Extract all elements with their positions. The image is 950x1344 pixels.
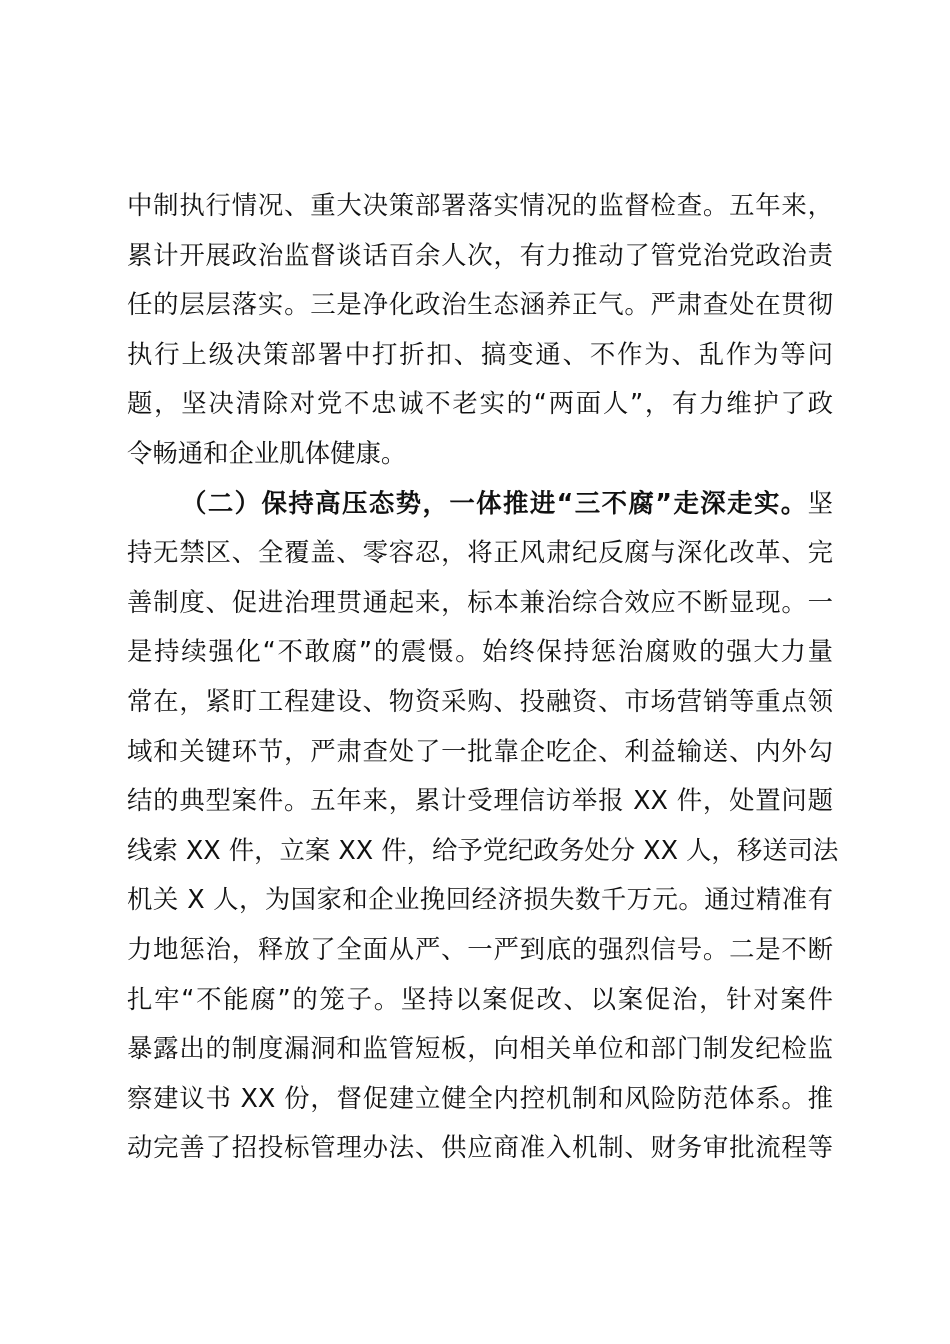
text-line: 线索 XX 件，立案 XX 件，给予党纪政务处分 XX 人，移送司法 [127, 834, 839, 865]
text-line: 善制度、促进治理贯通起来，标本兼治综合效应不断显现。一 [127, 586, 833, 617]
text-line: 持无禁区、全覆盖、零容忍，将正风肃纪反腐与深化改革、完 [127, 537, 833, 568]
text-line: 题，坚决清除对党不忠诚不老实的“两面人”，有力维护了政 [127, 388, 833, 419]
paragraph-2 [127, 481, 839, 1175]
text-line: 机关 X 人，为国家和企业挽回经济损失数千万元。通过精准有 [127, 884, 833, 915]
text-line: 任的层层落实。三是净化政治生态涵养正气。严肃查处在贯彻 [127, 289, 833, 320]
text-line: 常在，紧盯工程建设、物资采购、投融资、市场营销等重点领 [127, 685, 833, 716]
text-line: 力地惩治，释放了全面从严、一严到底的强烈信号。二是不断 [127, 933, 833, 964]
text-line: 令畅通和企业肌体健康。 [127, 437, 407, 468]
text-line: 动完善了招投标管理办法、供应商准入机制、财务审批流程等 [127, 1132, 833, 1163]
text-line: 中制执行情况、重大决策部署落实情况的监督检查。五年来， [127, 190, 833, 220]
text-line: 扎牢“不能腐”的笼子。坚持以案促改、以案促治，针对案件 [127, 983, 833, 1014]
text-line: 暴露出的制度漏洞和监管短板，向相关单位和部门制发纪检监 [127, 1033, 833, 1064]
paragraph-1 [127, 183, 833, 481]
text-line: 域和关键环节，严肃查处了一批靠企吃企、利益输送、内外勾 [127, 735, 833, 766]
text-line: 结的典型案件。五年来，累计受理信访举报 XX 件，处置问题 [127, 785, 833, 816]
text-run: 坚 [807, 487, 833, 518]
text-line: 执行上级决策部署中打折扣、搞变通、不作为、乱作为等问 [127, 338, 833, 369]
section-heading-line [127, 481, 833, 531]
text-line: 累计开展政治监督谈话百余人次，有力推动了管党治党政治责 [127, 239, 833, 270]
section-heading: （二）保持高压态势，一体推进“三不腐”走深走实。 [181, 487, 808, 518]
text-line: 是持续强化“不敢腐”的震慑。始终保持惩治腐败的强大力量 [127, 636, 833, 667]
document-body [127, 183, 839, 1175]
text-line: 察建议书 XX 份，督促建立健全内控机制和风险防范体系。推 [127, 1082, 833, 1113]
